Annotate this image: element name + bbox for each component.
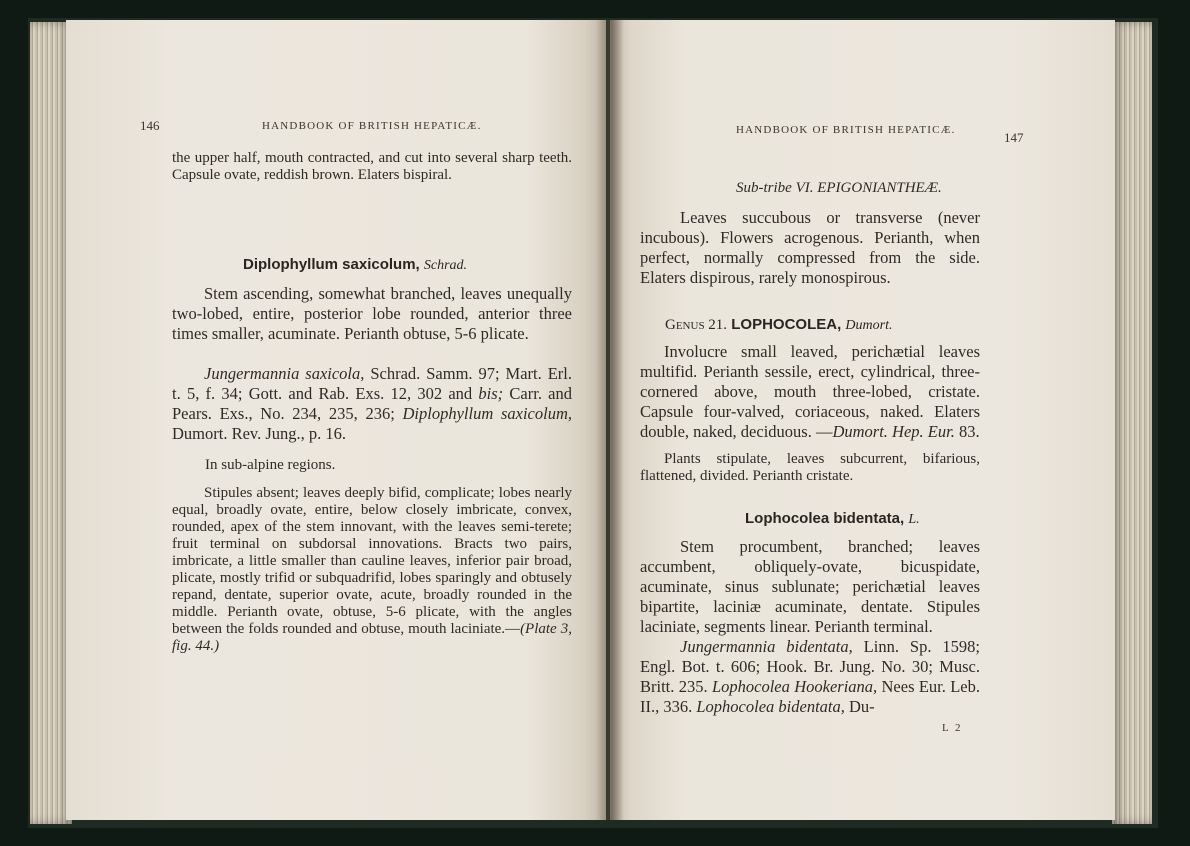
ref-bis: bis; xyxy=(478,384,504,403)
references-paragraph xyxy=(640,637,980,717)
ref-text: Carr. and Pears. Exs., No. 234, 235, 236; xyxy=(172,384,572,423)
description-paragraph: Stem ascending, somewhat branched, leaves unequally two-lobed, entire, posterior lobe rounded, anterior three times smaller, acuminate. Perianth obtuse, 5-6 plicate. xyxy=(172,284,572,343)
book-gutter xyxy=(596,20,624,820)
left-notes xyxy=(172,485,572,655)
genus-citation: Dumort. Hep. Eur. xyxy=(832,422,955,441)
subtribe-description xyxy=(640,208,980,288)
species-name: Lophocolea bidentata, xyxy=(745,510,905,527)
left-habitat: In sub-alpine regions. xyxy=(205,457,336,473)
genus-name: LOPHOCOLEA, xyxy=(731,316,842,333)
left-species-heading xyxy=(243,256,467,274)
ref-taxon: Lophocolea Hookeriana, xyxy=(711,677,878,696)
continuation-paragraph: the upper half, mouth contracted, and cut into several sharp teeth. Capsule ovate, reddish brown. Elaters bispiral. xyxy=(172,150,572,183)
ref-taxon: Diplophyllum saxicolum, xyxy=(402,404,572,423)
genus-author: Dumort. xyxy=(845,318,893,333)
right-running-head: HANDBOOK OF BRITISH HEPATICÆ. xyxy=(736,124,956,136)
right-references xyxy=(640,637,980,717)
right-species-heading xyxy=(745,510,920,528)
right-page-edges xyxy=(1112,22,1152,824)
ref-text: Schrad. Samm. 97; Mart. Erl. t. 5, f. 34; Gott. and Rab. Exs. 12, 302 and xyxy=(172,364,572,403)
genus-note xyxy=(640,451,980,485)
subtribe-heading: Sub-tribe VI. EPIGONIANTHEÆ. xyxy=(736,180,942,196)
left-continuation-text xyxy=(172,150,572,184)
subtribe-paragraph: Leaves succubous or transverse (never incubous). Flowers acrogenous. Perianth, when perfect, normally compressed from the side. Elaters dispirous, rarely monospirous. xyxy=(640,208,980,287)
left-description xyxy=(172,284,572,344)
ref-text: Du- xyxy=(844,697,875,716)
ref-taxon: Lophocolea bidentata, xyxy=(696,697,845,716)
ref-text: Nees Eur. Leb. II., 336. xyxy=(640,677,980,716)
ref-taxon: Jungermannia saxicola, xyxy=(204,364,365,383)
species-author: L. xyxy=(908,512,920,527)
ref-taxon: Jungermannia bidentata, xyxy=(680,637,853,656)
ref-text: Dumort. Rev. Jung., p. 16. xyxy=(172,424,347,443)
left-page-number: 146 xyxy=(140,118,160,133)
description-paragraph: Stem procumbent, branched; leaves accumbent, obliquely-ovate, bicuspidate, acuminate, sinus sublunate; perichætial leaves bipartite, laciniæ acuminate, dentate. Stipules laciniate, segments linear. Perianth terminal. xyxy=(640,537,980,636)
genus-number: Genus 21. xyxy=(665,317,728,333)
genus-text: 83. xyxy=(954,422,980,441)
notes-text: Stipules absent; leaves deeply bifid, complicate; lobes nearly equal, broadly ovate, entire, below closely imbricate, convex, rounded, apex of the stem innovant, with the leaves semi-terete; fruit terminal on subdorsal innovations. Bracts two pairs, imbricate, a little smaller than cauline leaves, inferior pair broad, plicate, mostly trifid or subquadrifid, lobes sparingly and obtusely repand, dentate, superior ovate, acute, broadly rounded in the middle. Perianth ovate, obtuse, 5-6 plicate, with the angles between the folds rounded and obtuse, mouth laciniate.— xyxy=(172,485,572,637)
signature-mark: L 2 xyxy=(942,722,963,734)
right-page-number: 147 xyxy=(1004,130,1024,145)
left-references xyxy=(172,364,572,444)
genus-note-paragraph: Plants stipulate, leaves subcurrent, bifarious, flattened, divided. Perianth cristate. xyxy=(640,451,980,484)
species-name: Diplophyllum saxicolum, xyxy=(243,256,420,273)
notes-paragraph xyxy=(172,485,572,655)
genus-description xyxy=(640,342,980,442)
ref-text: Linn. Sp. 1598; Engl. Bot. t. 606; Hook. Br. Jung. No. 30; Musc. Britt. 235. xyxy=(640,637,980,696)
genus-paragraph xyxy=(640,342,980,442)
right-description xyxy=(640,537,980,637)
left-running-head: HANDBOOK OF BRITISH HEPATICÆ. xyxy=(262,120,482,132)
references-paragraph xyxy=(172,364,572,444)
species-author: Schrad. xyxy=(423,258,468,273)
genus-text: Involucre small leaved, perichætial leaves multifid. Perianth sessile, erect, cylindrical, three-cornered above, mouth three-lobed, cristate. Capsule four-valved, coriaceous, naked. Elaters double, naked, deciduous. — xyxy=(640,342,980,441)
genus-heading xyxy=(665,316,892,334)
plate-reference: (Plate 3, fig. 44.) xyxy=(172,621,572,654)
